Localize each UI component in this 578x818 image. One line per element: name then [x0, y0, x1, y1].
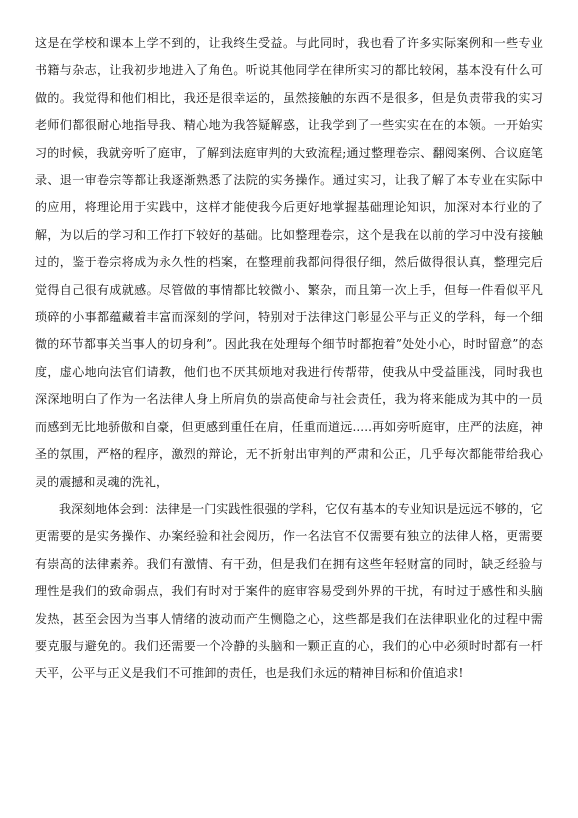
body-paragraph-1: 这是在学校和课本上学不到的，让我终生受益。与此同时，我也看了许多实际案例和一些专业书籍与杂志，让我初步地进入了角色。听说其他同学在律所实习的都比较闲，基本没有什么可做的。我觉得和他们相比，我还是很幸运的，虽然接触的东西不是很多，但是负责带我的实习老师们都很耐心地指导我、精心地为我答疑解惑，让我学到了一些实实在在的本领。一开始实习的时候，我就旁听了庭审，了解到法庭审判的大致流程;通过整理卷宗、翻阅案例、合议庭笔录、退一审卷宗等都让我逐渐熟悉了法院的实务操作。通过实习，让我了解了本专业在实际中的应用，将理论用于实践中，这样才能使我今后更好地掌握基础理论知识，加深对本行业的了解，为以后的学习和工作打下较好的基础。比如整理卷宗，这个是我在以前的学习中没有接触过的，鉴于卷宗将成为永久性的档案，在整理前我都问得很仔细，然后做得很认真，整理完后觉得自己很有成就感。尽管做的事情都比较微小、繁杂，而且第一次上手，但每一件看似平凡琐碎的小事都蕴藏着丰富而深刻的学问，特别对于法律这门彰显公平与正义的学科，每一个细微的环节都事关当事人的切身利”。因此我在处理每个细节时都抱着”处处小心，时时留意”的态度，虚心地向法官们请教，他们也不厌其烦地对我进行传帮带，使我从中受益匪浅，同时我也深深地明白了作为一名法律人身上所肩负的崇高使命与社会责任，我为将来能成为其中的一员而感到无比地骄傲和自豪，但更感到重任在肩，任重而道远.....再如旁听庭审，庄严的法庭，神圣的氛围，严格的程序，激烈的辩论，无不折射出审判的严肃和公正，几乎每次都能带给我心灵的震撼和灵魂的洗礼， — [35, 36, 543, 489]
body-paragraph-2: 我深刻地体会到：法律是一门实践性很强的学科，它仅有基本的专业知识是远远不够的，它更需要的是实务操作、办案经验和社会阅历，作一名法官不仅需要有独立的法律人格，更需要有崇高的法律素养。我们有激情、有干劲，但是我们在拥有这些年轻财富的同时，缺乏经验与理性是我们的致命弱点，我们有时对于案件的庭审容易受到外界的干扰，有时过于感性和头脑发热，甚至会因为当事人情绪的波动而产生恻隐之心，这些都是我们在法律职业化的过程中需要克服与避免的。我们还需要一个冷静的头脑和一颗正直的心，我们的心中必须时时都有一杆天平，公平与正义是我们不可推卸的责任，也是我们永远的精神目标和价值追求! — [35, 501, 544, 681]
